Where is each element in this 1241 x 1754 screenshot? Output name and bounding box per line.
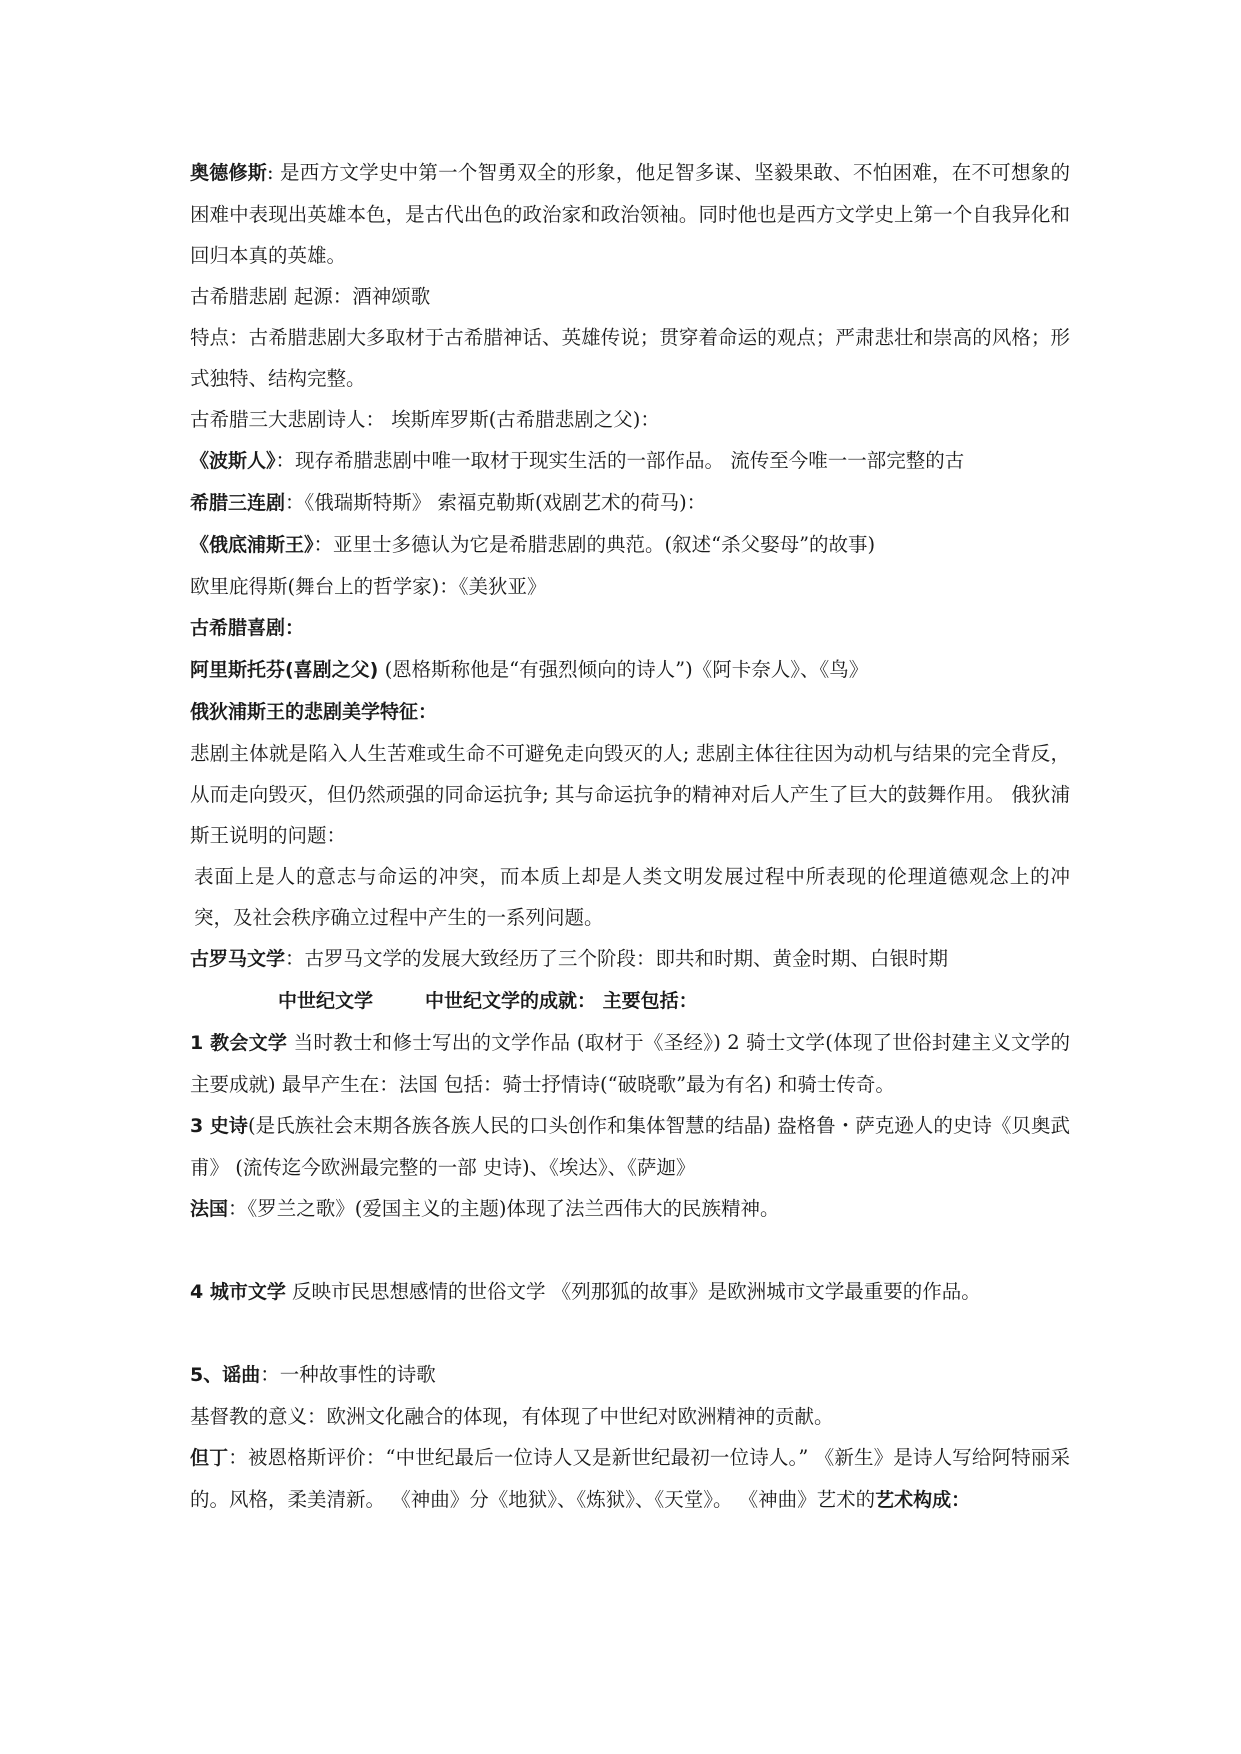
- paragraph-text: 古希腊三大悲剧诗人： 埃斯库罗斯(古希腊悲剧之父)：: [190, 408, 660, 431]
- paragraph-oedipus-aesthetics: [190, 691, 1070, 733]
- paragraph-church-literature: [190, 1022, 1070, 1105]
- paragraph-text: (恩格斯称他是“有强烈倾向的诗人”)《阿卡奈人》、《鸟》: [378, 658, 869, 681]
- heading-greek-comedy: 古希腊喜剧：: [190, 617, 305, 639]
- term-dante: 但丁: [190, 1447, 229, 1469]
- paragraph-medieval-heading: [190, 980, 1070, 1022]
- paragraph-three-tragedians: [190, 399, 1070, 440]
- paragraph-roman-literature: [190, 938, 1070, 980]
- paragraph-text: 悲剧主体就是陷入人生苦难或生命不可避免走向毁灭的人; 悲剧主体往往因为动机与结果的完全背反，从而走向毁灭，但仍然顽强的同命运抗争; 其与命运抗争的精神对后人产生了巨大的鼓舞作用。 俄狄浦斯王说明的问题：: [190, 742, 1070, 847]
- paragraph-text: 古希腊悲剧 起源：酒神颂歌: [190, 285, 431, 308]
- blank-line: [190, 1230, 1070, 1271]
- blank-line: [190, 1313, 1070, 1354]
- term-art-composition: 艺术构成：: [875, 1489, 971, 1511]
- document-body: [190, 152, 1070, 1521]
- paragraph-text: 欧里庇得斯(舞台上的哲学家)：《美狄亚》: [190, 575, 547, 598]
- item-number: 3: [190, 1115, 210, 1137]
- paragraph-text: ：一种故事性的诗歌: [260, 1363, 436, 1386]
- item-number: 1: [190, 1032, 211, 1054]
- paragraph-text: ：古罗马文学的发展大致经历了三个阶段：即共和时期、黄金时期、白银时期: [285, 947, 949, 970]
- term-city-literature: 城市文学: [209, 1281, 286, 1303]
- term-france: 法国: [190, 1198, 229, 1220]
- paragraph-persians: [190, 440, 1070, 482]
- paragraph-dante: [190, 1437, 1070, 1521]
- paragraph-text: 特点：古希腊悲剧大多取材于古希腊神话、英雄传说；贯穿着命运的观点；严肃悲壮和崇高的风格；形式独特、结构完整。: [190, 326, 1070, 390]
- term-oedipus: 《俄底浦斯王》: [190, 534, 314, 556]
- paragraph-surface-conflict: [190, 856, 1070, 938]
- paragraph-text: 当时教士和修士写出的文学作品 (取材于《圣经》) 2 骑士文学(体现了世俗封建主义文学的主要成就) 最早产生在：法国 包括：骑士抒情诗(“破晓歌”最为有名) 和骑士传奇。: [190, 1031, 1070, 1096]
- paragraph-christianity: [190, 1396, 1070, 1437]
- paragraph-text: ：亚里士多德认为它是希腊悲剧的典范。(叙述“杀父娶母”的故事): [313, 533, 876, 556]
- heading-oedipus-aesthetics: 俄狄浦斯王的悲剧美学特征：: [190, 701, 438, 723]
- paragraph-text: ：《俄瑞斯特斯》 索福克勒斯(戏剧艺术的荷马)：: [285, 491, 707, 514]
- heading-medieval-achievements: 中世纪文学的成就： 主要包括：: [425, 990, 698, 1012]
- paragraph-text: 反映市民思想感情的世俗文学 《列那狐的故事》是欧洲城市文学最重要的作品。: [285, 1280, 981, 1303]
- paragraph-greek-comedy: [190, 607, 1070, 649]
- paragraph-greek-tragedy-origin: [190, 276, 1070, 317]
- term-epic: 史诗: [209, 1115, 248, 1137]
- paragraph-aristophanes: [190, 649, 1070, 691]
- paragraph-oedipus: [190, 524, 1070, 566]
- paragraph-text: 基督教的意义：欧洲文化融合的体现，有体现了中世纪对欧洲精神的贡献。: [190, 1405, 834, 1428]
- term-roman-literature: 古罗马文学: [190, 948, 286, 970]
- term-aristophanes: 阿里斯托芬(喜剧之父): [190, 659, 379, 681]
- item-number: 4: [190, 1281, 210, 1303]
- heading-medieval-literature: 中世纪文学: [278, 990, 374, 1012]
- paragraph-city-literature: [190, 1271, 1070, 1313]
- paragraph-ballad: [190, 1354, 1070, 1396]
- paragraph-text: 表面上是人的意志与命运的冲突，而本质上却是人类文明发展过程中所表现的伦理道德观念上的冲突，及社会秩序确立过程中产生的一系列问题。: [194, 865, 1070, 929]
- paragraph-text: ：被恩格斯评价：“中世纪最后一位诗人又是新世纪最初一位诗人。” 《新生》是诗人写给阿特丽采的。风格，柔美清新。 《神曲》分《地狱》、《炼狱》、《天堂》。 《神曲》艺术的: [190, 1446, 1070, 1511]
- item-number: 5、: [190, 1364, 223, 1386]
- paragraph-france: [190, 1188, 1070, 1230]
- paragraph-euripides: [190, 566, 1070, 607]
- paragraph-tragic-subject: [190, 733, 1070, 856]
- term-trilogy: 希腊三连剧: [190, 492, 286, 514]
- term-ballad: 谣曲: [222, 1364, 261, 1386]
- paragraph-tragedy-features: [190, 317, 1070, 399]
- term-persians: 《波斯人》: [190, 450, 276, 472]
- term-church-literature: 教会文学: [210, 1032, 288, 1054]
- paragraph-odysseus: [190, 152, 1070, 276]
- paragraph-trilogy: [190, 482, 1070, 524]
- term-odysseus: 奥德修斯: [190, 162, 268, 184]
- paragraph-text: ：现存希腊悲剧中唯一取材于现实生活的一部作品。 流传至今唯一一部完整的古: [275, 449, 965, 472]
- paragraph-text: (是氏族社会末期各族各族人民的口头创作和集体智慧的结晶) 盎格鲁・萨克逊人的史诗《贝奥武甫》 (流传迄今欧洲最完整的一部 史诗)、《埃达》、《萨迦》: [190, 1114, 1070, 1179]
- paragraph-text: : 是西方文学史中第一个智勇双全的形象，他足智多谋、坚毅果敢、不怕困难，在不可想象的困难中表现出英雄本色，是古代出色的政治家和政治领袖。同时他也是西方文学史上第一个自我异化和回归本真的英雄。: [190, 161, 1070, 267]
- paragraph-epic: [190, 1105, 1070, 1188]
- paragraph-text: ：《罗兰之歌》(爱国主义的主题)体现了法兰西伟大的民族精神。: [228, 1197, 780, 1220]
